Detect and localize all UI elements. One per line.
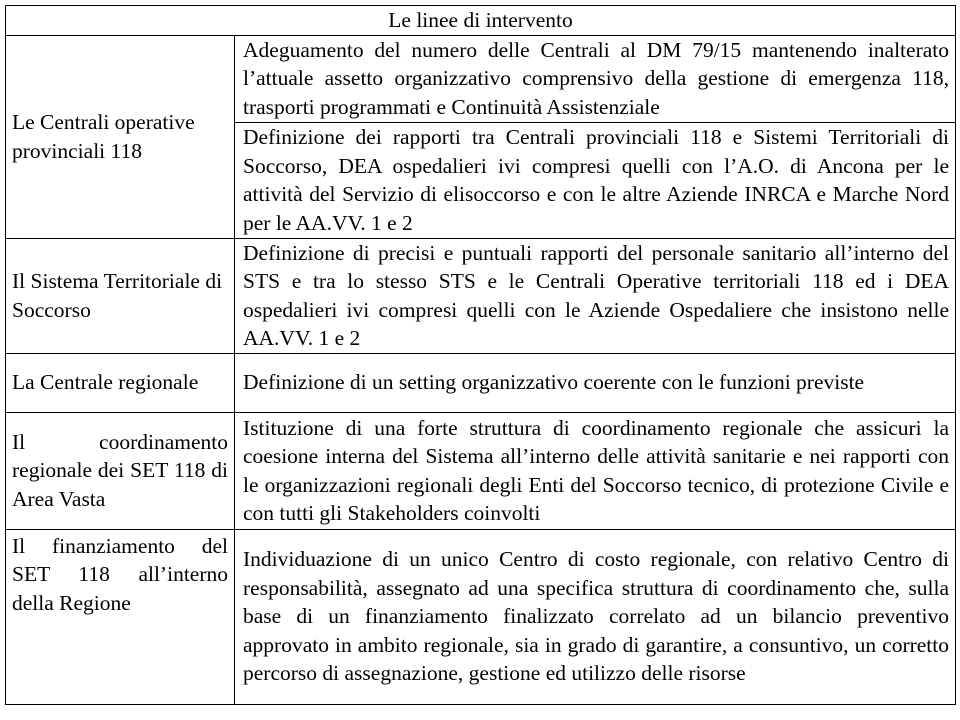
row-description: Definizione dei rapporti tra Centrali provinciali 118 e Sistemi Territoriali di Soccorso, DEA ospedalieri ivi compresi quelli con l’A.O. di Ancona per le attività del Servizio di elisoccorso e con le altre Aziende INRCA e Marche Nord per le AA.VV. 1 e 2: [243, 125, 950, 235]
row-topic: La Centrale regionale: [12, 370, 199, 395]
row-description-cell: [235, 35, 956, 122]
row-topic: Il finanziamento del SET 118 all’interno della Regione: [12, 533, 228, 615]
row-description-cell: [235, 122, 956, 238]
table-row: [6, 412, 956, 529]
table-row: [6, 35, 956, 122]
table-header: Le linee di intervento: [6, 6, 956, 36]
row-topic: Il Sistema Territoriale di Soccorso: [12, 269, 223, 322]
row-topic: Le Centrali operative provinciali 118: [12, 110, 195, 163]
row-topic-cell: [6, 35, 235, 238]
row-topic-cell: [6, 238, 235, 353]
row-description: Definizione di precisi e puntuali rapporti del personale sanitario all’interno del STS e tra lo stesso STS e le Centrali Operative territoriali 118 ed i DEA ospedalieri ivi compresi quelli con le Aziende Ospedaliere che insistono nelle AA.VV. 1 e 2: [243, 240, 950, 350]
table-row: [6, 529, 956, 704]
row-description: Adeguamento del numero delle Centrali al DM 79/15 mantenendo inalterato l’attuale assetto organizzativo comprensivo della gestione di emergenza 118, trasporti programmati e Continuità Assistenziale: [243, 37, 950, 119]
row-description-cell: [235, 529, 956, 704]
row-topic: Il coordinamento regionale dei SET 118 di Area Vasta: [12, 429, 228, 511]
row-description-cell: [235, 238, 956, 353]
row-description: Individuazione di un unico Centro di costo regionale, con relativo Centro di responsabilità, assegnato ad una specifica struttura di coordinamento che, sulla base di un finanziamento finalizzato correlato ad un bilancio preventivo approvato in ambito regionale, sia in grado di garantire, a consuntivo, un corretto percorso di assegnazione, gestione ed utilizzo delle risorse: [243, 547, 950, 686]
row-topic-cell: [6, 412, 235, 529]
row-description-cell: [235, 353, 956, 412]
table-header-row: [6, 6, 956, 36]
row-topic-cell: [6, 529, 235, 704]
row-description-cell: [235, 412, 956, 529]
table-row: [6, 238, 956, 353]
intervention-lines-table: [5, 5, 956, 705]
row-description: Definizione di un setting organizzativo coerente con le funzioni previste: [243, 370, 865, 395]
row-description: Istituzione di una forte struttura di coordinamento regionale che assicuri la coesione interna del Sistema all’interno delle attività sanitarie e nei rapporti con le organizzazioni regionali degli Enti del Soccorso tecnico, di protezione Civile e con tutti gli Stakeholders coinvolti: [243, 415, 950, 525]
table-row: [6, 353, 956, 412]
row-topic-cell: [6, 353, 235, 412]
